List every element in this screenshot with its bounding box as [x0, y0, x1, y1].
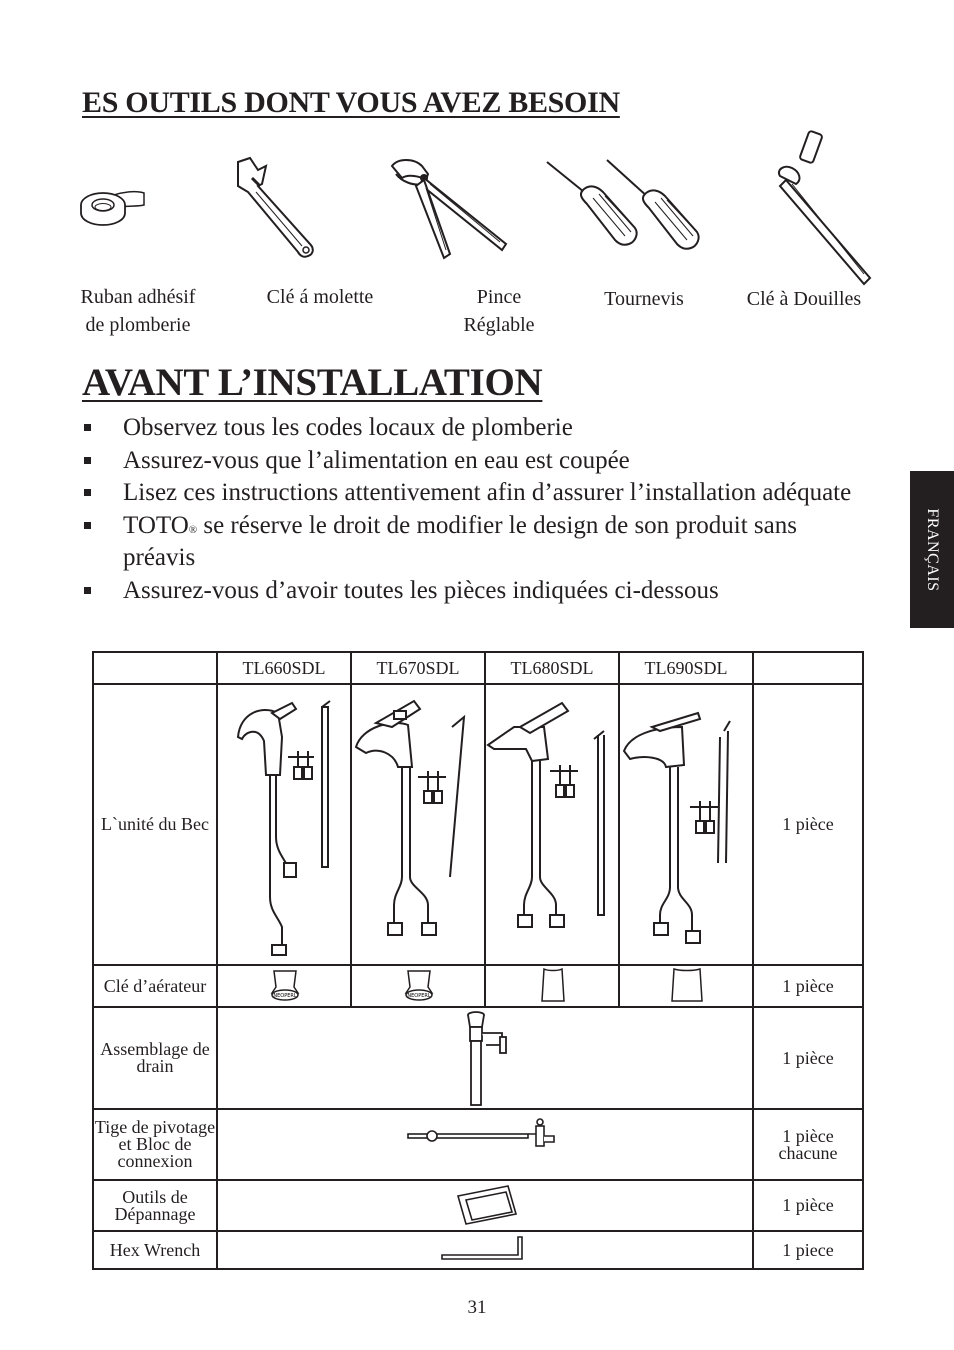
- socket-wrench-icon: [772, 128, 877, 288]
- aerator-key-icon: [352, 967, 486, 1005]
- faucet-cell: [351, 684, 485, 965]
- install-heading: AVANT L’INSTALLATION: [82, 361, 543, 404]
- row-label: Tige de pivotage et Bloc de connexion: [93, 1109, 217, 1180]
- faucet-tl680-icon: [486, 687, 616, 962]
- tool-label-plumbers-tape: Ruban adhésif de plomberie: [80, 286, 196, 336]
- troubleshooting-tool-icon: [218, 1182, 752, 1230]
- table-row: [93, 965, 863, 1007]
- model-header: TL690SDL: [619, 652, 753, 684]
- qty-header-cell: [753, 652, 863, 684]
- hex-wrench-cell: [217, 1231, 753, 1269]
- pivot-rod-cell: [217, 1109, 753, 1180]
- checklist-item: TOTO® se réserve le droit de modifier le design de son produit sans préavis: [82, 510, 872, 575]
- faucet-tl690-icon: [620, 687, 750, 962]
- row-label: Hex Wrench: [93, 1231, 217, 1269]
- faucet-tl670-icon: [352, 687, 482, 962]
- drain-assembly-icon: [218, 1009, 752, 1107]
- checklist-item: Lisez ces instructions attentivement afin d’assurer l’installation adéquate: [82, 477, 872, 510]
- tool-label-socket-wrench: Clé à Douilles: [746, 288, 862, 310]
- faucet-tl660-icon: [218, 687, 348, 962]
- aerator-key-icon: [486, 967, 620, 1005]
- aerator-key-icon: [620, 967, 754, 1005]
- bullet-square-icon: [84, 587, 91, 594]
- tool-label-screwdrivers: Tournevis: [604, 288, 684, 310]
- faucet-cell: [485, 684, 619, 965]
- model-header: TL680SDL: [485, 652, 619, 684]
- table-row: [93, 1180, 863, 1231]
- checklist-item: Assurez-vous d’avoir toutes les pièces indiquées ci-dessous: [82, 575, 872, 608]
- row-qty: 1 pièce: [753, 965, 863, 1007]
- language-tab-label: FRANÇAIS: [924, 507, 941, 592]
- aerator-key-cell: [217, 965, 351, 1007]
- tool-label-adjustable-wrench: Clé á molette: [266, 286, 374, 308]
- row-qty: 1 pièce: [753, 1007, 863, 1109]
- troubleshooting-tool-cell: [217, 1180, 753, 1231]
- adjustable-wrench-icon: [228, 156, 328, 266]
- row-label: Assemblage de drain: [93, 1007, 217, 1109]
- install-checklist: [82, 412, 872, 607]
- registered-mark: ®: [188, 523, 198, 536]
- adjustable-pliers-icon: [388, 156, 513, 266]
- model-header: TL670SDL: [351, 652, 485, 684]
- checklist-item: Observez tous les codes locaux de plomberie: [82, 412, 872, 445]
- model-header: TL660SDL: [217, 652, 351, 684]
- aerator-key-badge: NEOPERL: [273, 993, 297, 999]
- tools-heading: ES OUTILS DONT VOUS AVEZ BESOIN: [82, 86, 620, 119]
- table-row: [93, 1007, 863, 1109]
- aerator-key-cell: [619, 965, 753, 1007]
- faucet-cell: [217, 684, 351, 965]
- brand-name: TOTO: [123, 511, 189, 539]
- row-label: L`unité du Bec: [93, 684, 217, 965]
- faucet-cell: [619, 684, 753, 965]
- plumbers-tape-icon: [78, 183, 148, 233]
- parts-table: [92, 651, 864, 1270]
- aerator-key-icon: [218, 967, 352, 1005]
- screwdrivers-icon: [545, 158, 725, 258]
- aerator-key-cell: [485, 965, 619, 1007]
- table-row: [93, 684, 863, 965]
- checklist-item: Assurez-vous que l’alimentation en eau est coupée: [82, 445, 872, 478]
- page-number: 31: [467, 1297, 487, 1318]
- aerator-key-cell: [351, 965, 485, 1007]
- tool-label-adjustable-pliers: Pince Réglable: [463, 286, 535, 336]
- row-qty: 1 pièce: [753, 684, 863, 965]
- row-qty: 1 pièce: [753, 1180, 863, 1231]
- bullet-square-icon: [84, 424, 91, 431]
- drain-assembly-cell: [217, 1007, 753, 1109]
- pivot-rod-icon: [218, 1112, 752, 1178]
- bullet-square-icon: [84, 489, 91, 496]
- table-row: [93, 1231, 863, 1269]
- row-label: Clé d’aérateur: [93, 965, 217, 1007]
- hex-wrench-icon: [218, 1233, 752, 1267]
- row-qty: 1 pièce chacune: [753, 1109, 863, 1180]
- row-label: Outils de Dépannage: [93, 1180, 217, 1231]
- table-row: [93, 1109, 863, 1180]
- aerator-key-badge: NEOPERL: [407, 993, 431, 999]
- table-header-row: [93, 652, 863, 684]
- bullet-square-icon: [84, 522, 91, 529]
- language-tab: [910, 471, 954, 628]
- bullet-square-icon: [84, 457, 91, 464]
- table-corner-cell: [93, 652, 217, 684]
- row-qty: 1 piece: [753, 1231, 863, 1269]
